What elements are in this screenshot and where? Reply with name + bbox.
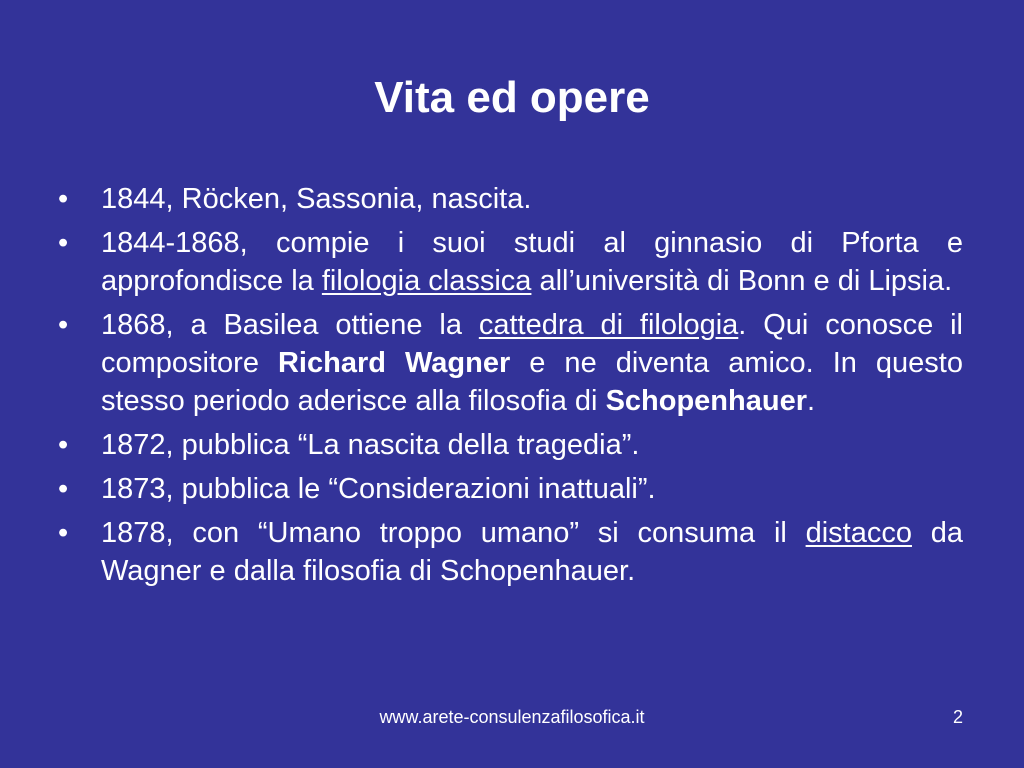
page-number: 2 bbox=[952, 707, 963, 727]
bullet-text: 1872, pubblica “La nascita della tragedia”. bbox=[101, 429, 640, 461]
slide-title: Vita ed opere bbox=[374, 73, 650, 122]
bullet-item-2 bbox=[58, 224, 963, 300]
bold-richard-wagner: Richard Wagner bbox=[277, 347, 511, 379]
bullet-text: e ne diventa amico. In questo stesso periodo aderisce alla filosofia di bbox=[101, 347, 963, 417]
bullet-text: 1844-1868, compie i suoi studi al ginnasio di Pforta e approfondisce la bbox=[101, 227, 963, 297]
bullet-text: 1868, a Basilea ottiene la bbox=[101, 309, 479, 341]
bullet-text: 1878, con “Umano troppo umano” si consuma il bbox=[101, 517, 806, 549]
link-cattedra-di-filologia[interactable]: cattedra di filologia bbox=[478, 309, 739, 341]
bullet-text: . Qui conosce il compositore bbox=[101, 309, 963, 379]
bullet-icon: • bbox=[58, 429, 69, 461]
bullet-icon: • bbox=[58, 309, 69, 341]
bullet-text: 1844, Röcken, Sassonia, nascita. bbox=[101, 183, 532, 215]
bullet-icon: • bbox=[58, 227, 69, 259]
bullet-item-1 bbox=[58, 180, 963, 218]
bullet-icon: • bbox=[58, 517, 69, 549]
link-filologia-classica[interactable]: filologia classica bbox=[321, 265, 532, 297]
bullet-icon: • bbox=[58, 473, 69, 505]
bullet-item-4 bbox=[58, 426, 963, 464]
bullet-item-6 bbox=[58, 514, 963, 590]
bullet-list bbox=[58, 180, 963, 596]
footer-url: www.arete-consulenzafilosofica.it bbox=[379, 707, 645, 727]
bullet-item-3 bbox=[58, 306, 963, 420]
link-distacco[interactable]: distacco bbox=[805, 517, 912, 549]
bullet-text: da Wagner e dalla filosofia di Schopenhauer. bbox=[101, 517, 963, 587]
bullet-text: . bbox=[807, 385, 816, 417]
bold-schopenhauer: Schopenhauer bbox=[605, 385, 807, 417]
bullet-text: 1873, pubblica le “Considerazioni inattuali”. bbox=[101, 473, 656, 505]
bullet-item-5 bbox=[58, 470, 963, 508]
bullet-text: all’università di Bonn e di Lipsia. bbox=[531, 265, 953, 297]
bullet-icon: • bbox=[58, 183, 69, 215]
